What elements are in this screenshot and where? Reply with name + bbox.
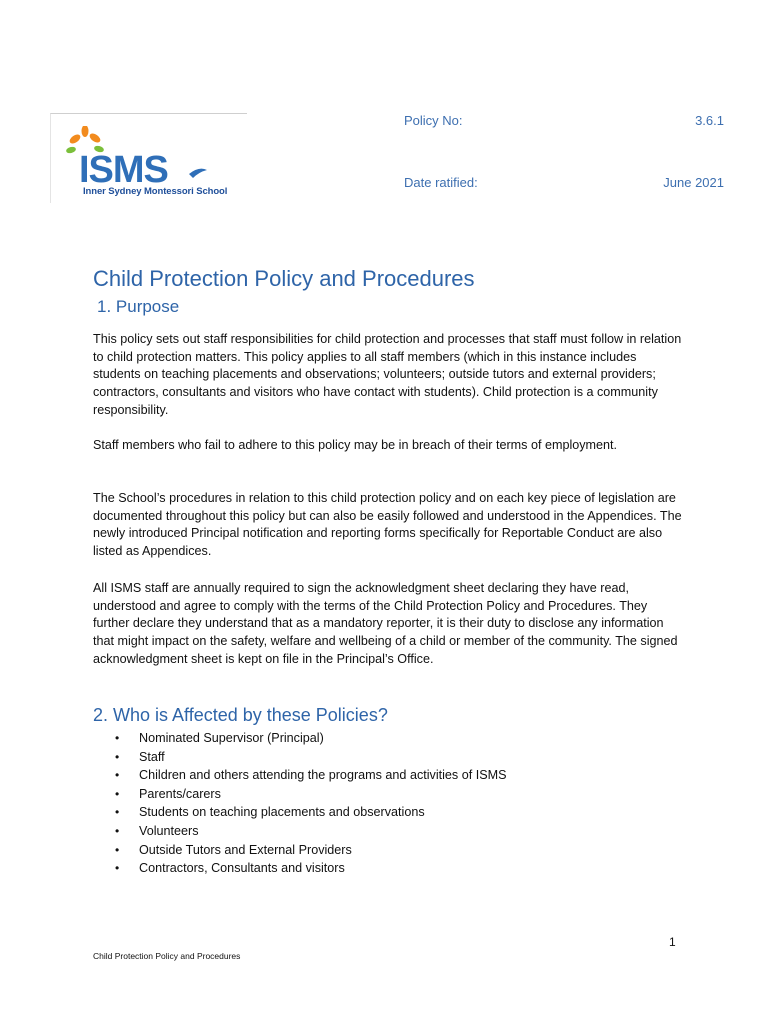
affected-list (114, 729, 507, 878)
list-item-text: Nominated Supervisor (Principal) (139, 731, 324, 745)
purpose-paragraph-4: All ISMS staff are annually required to sign the acknowledgment sheet declaring they have read, understood and agree to comply with the terms of the Child Protection Policy and Procedures. They further declare they understand that as a mandatory reporter, it is their duty to disclose any information that might impact on the safety, welfare and wellbeing of a child or member of the community. The signed acknowledgment sheet is kept on file in the Principal’s Office. (93, 581, 678, 666)
list-item (114, 841, 507, 860)
leaf-orange-2 (82, 126, 89, 137)
section-heading-who-affected: 2. Who is Affected by these Policies? (93, 705, 388, 725)
purpose-paragraph-1: This policy sets out staff responsibilities for child protection and processes that staff must follow in relation to child protection matters. This policy applies to all staff members (which in this instance includes students on teaching placements and observations; volunteers; outside tutors and external providers; contractors, consultants and visitors who have contact with students). Child protection is a community responsibility. (93, 332, 682, 417)
list-item (114, 766, 507, 785)
policy-number-label: Policy No: (404, 113, 463, 128)
bullet-icon: • (115, 768, 120, 783)
section-heading-purpose: 1. Purpose (97, 297, 180, 316)
list-item-text: Volunteers (139, 823, 199, 838)
date-ratified-value: June 2021 (663, 175, 724, 190)
footer-title: Child Protection Policy and Procedures (93, 951, 241, 961)
list-item-text: Staff (139, 749, 165, 764)
list-item (114, 729, 507, 748)
page-number: 1 (669, 935, 676, 949)
bullet-icon: • (115, 823, 120, 838)
list-item (114, 785, 507, 804)
purpose-paragraph-3: The School’s procedures in relation to this child protection policy and on each key piece of legislation are documented throughout this policy but can also be easily followed and understood in the Appendices. The newly introduced Principal notification and reporting forms specifically for Reportable Conduct are also listed as Appendices. (93, 491, 682, 559)
list-item-text: Outside Tutors and External Providers (139, 842, 352, 857)
list-item-text: Children and others attending the programs and activities of ISMS (139, 768, 507, 783)
list-item-text: Students on teaching placements and observations (139, 805, 425, 820)
leaf-green-1 (65, 146, 76, 154)
isms-logo-mark (61, 126, 251, 186)
bullet-icon: • (115, 805, 120, 820)
list-item (114, 822, 507, 841)
leaf-orange-3 (88, 132, 102, 145)
document-title: Child Protection Policy and Procedures (93, 266, 475, 291)
bullet-icon: • (115, 786, 120, 801)
bullet-icon: • (115, 861, 120, 876)
logo-tagline: Inner Sydney Montessori School (83, 186, 228, 197)
school-logo (50, 113, 247, 203)
bullet-icon: • (115, 842, 120, 857)
policy-number-value: 3.6.1 (695, 113, 724, 128)
bullet-icon: • (115, 749, 120, 764)
list-item (114, 859, 507, 878)
bullet-icon: • (115, 731, 120, 745)
logo-swoosh (189, 169, 207, 178)
list-item-text: Contractors, Consultants and visitors (139, 861, 345, 876)
purpose-paragraph-2: Staff members who fail to adhere to this policy may be in breach of their terms of employment. (93, 438, 618, 452)
date-ratified-label: Date ratified: (404, 175, 478, 190)
logo-wordmark: ISMS (79, 149, 168, 186)
list-item (114, 803, 507, 822)
leaf-orange-1 (68, 133, 82, 146)
list-item-text: Parents/carers (139, 786, 221, 801)
list-item (114, 748, 507, 767)
